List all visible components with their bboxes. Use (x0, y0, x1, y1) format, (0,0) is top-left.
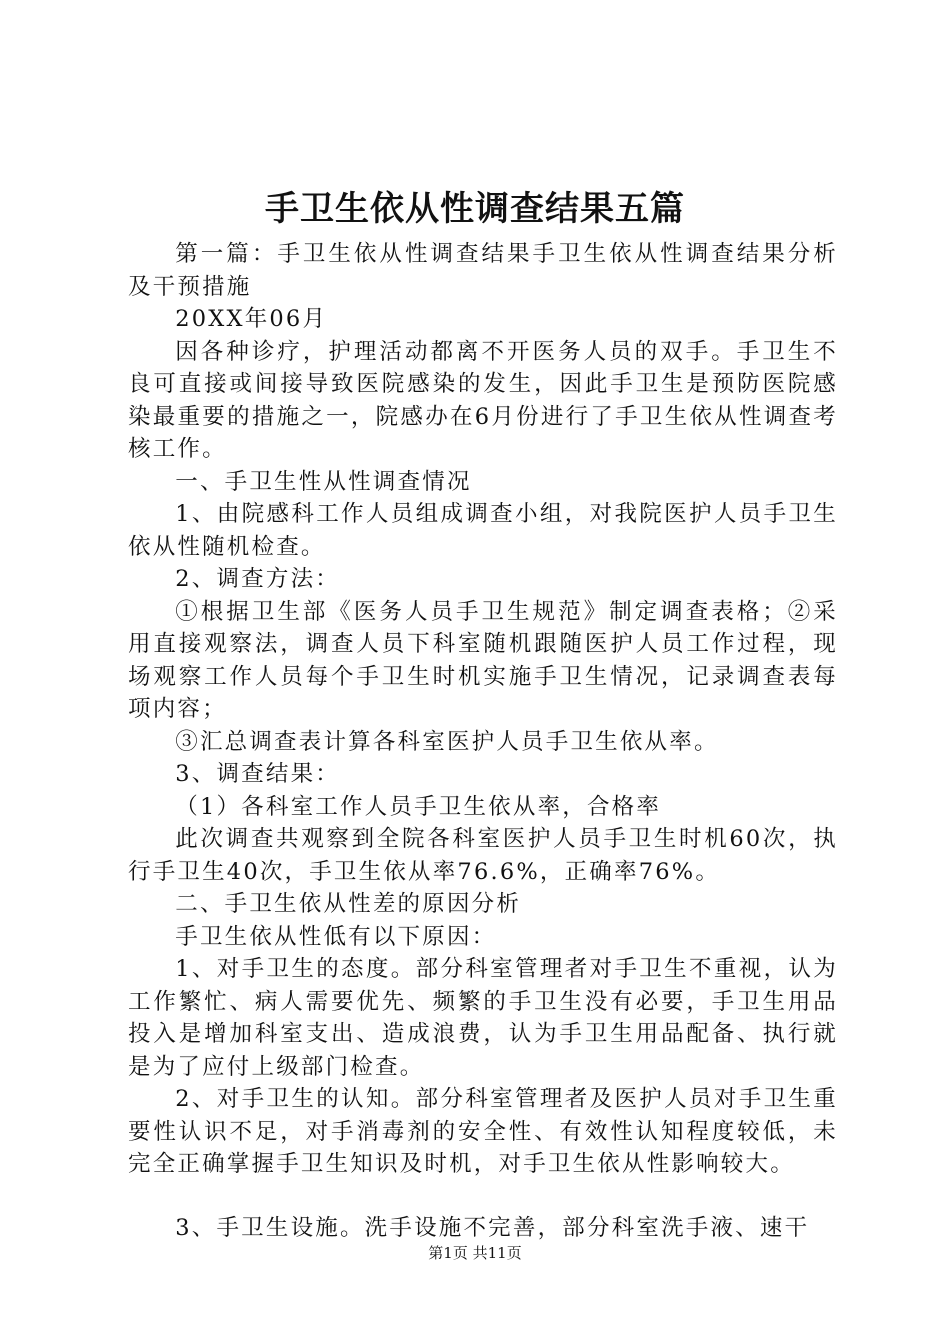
paragraph: 因各种诊疗，护理活动都离不开医务人员的双手。手卫生不良可直接或间接导致医院感染的发生，因此手卫生是预防医院感染最重要的措施之一，院感办在6月份进行了手卫生依从性调查考核工作。 (128, 338, 838, 462)
section-heading: 一、手卫生性从性调查情况 (175, 468, 472, 495)
page-footer: 第1页 共11页 (428, 1244, 522, 1262)
paragraph: 2、对手卫生的认知。部分科室管理者及医护人员对手卫生重要性认识不足，对手消毒剂的安全性、有效性认知程度较低，未完全正确掌握手卫生知识及时机，对手卫生依从性影响较大。 (128, 1086, 838, 1177)
paragraph: 此次调查共观察到全院各科室医护人员手卫生时机60次，执行手卫生40次，手卫生依从率76.6%，正确率76%。 (128, 826, 838, 885)
paragraph: 第一篇：手卫生依从性调查结果手卫生依从性调查结果分析及干预措施 (128, 241, 838, 300)
document-body (128, 238, 838, 1244)
paragraph: （1）各科室工作人员手卫生依从率，合格率 (175, 793, 662, 820)
paragraph-date: 20XX年06月 (175, 306, 328, 332)
paragraph: 手卫生依从性低有以下原因： (175, 923, 497, 950)
paragraph: 2、调查方法： (175, 566, 340, 592)
paragraph: 1、由院感科工作人员组成调查小组，对我院医护人员手卫生依从性随机检查。 (128, 501, 838, 560)
section-heading: 二、手卫生依从性差的原因分析 (175, 891, 522, 917)
paragraph: 3、手卫生设施。洗手设施不完善，部分科室洗手液、速干 (175, 1214, 810, 1241)
paragraph: ③汇总调查表计算各科室医护人员手卫生依从率。 (175, 728, 719, 755)
paragraph: 3、调查结果： (175, 761, 340, 787)
document-title: 手卫生依从性调查结果五篇 (265, 189, 685, 229)
paragraph: 1、对手卫生的态度。部分科室管理者对手卫生不重视，认为工作繁忙、病人需要优先、频繁的手卫生没有必要，手卫生用品投入是增加科室支出、造成浪费，认为手卫生用品配备、执行就是为了应付上级部门检查。 (128, 956, 838, 1080)
paragraph: ①根据卫生部《医务人员手卫生规范》制定调查表格；②采用直接观察法，调查人员下科室随机跟随医护人员工作过程，现场观察工作人员每个手卫生时机实施手卫生情况，记录调查表每项内容； (128, 598, 838, 722)
